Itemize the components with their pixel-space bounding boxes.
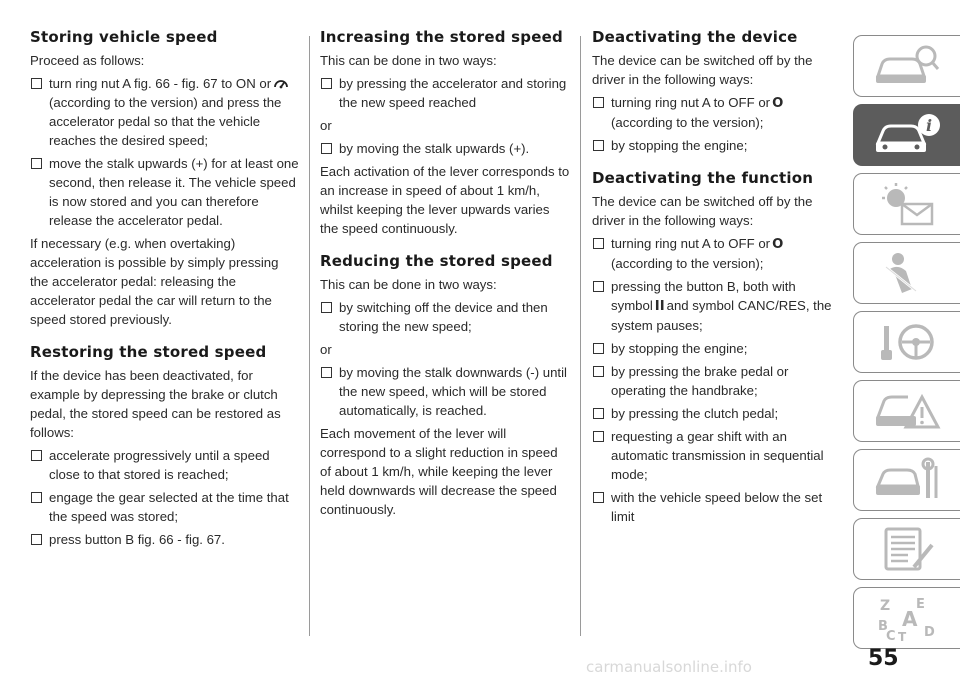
list-item: by stopping the engine;: [592, 339, 832, 358]
list-item: accelerate progressively until a speed close to that stored is reached;: [30, 446, 300, 484]
deactivate-device-list: [592, 93, 832, 155]
column-divider: [309, 36, 310, 636]
page-number: 55: [868, 646, 899, 671]
index-icon: [872, 594, 942, 642]
paragraph-or: or: [320, 118, 332, 133]
list-item: requesting a gear shift with an automatic transmission in sequential mode;: [592, 427, 832, 484]
list-item: by moving the stalk upwards (+).: [320, 139, 570, 158]
svg-text:i: i: [925, 116, 933, 135]
paragraph-each-movement: Each movement of the lever will correspond to a slight reduction in speed of about 1 km/h, while keeping the lever held downwards will decrease the speed continuously.: [320, 426, 558, 517]
list-item: with the vehicle speed below the set limit: [592, 488, 832, 526]
storing-steps-list: [30, 74, 300, 230]
car-info-icon: [872, 111, 942, 159]
tab-knowing-your-car[interactable]: [853, 35, 960, 97]
restoring-steps-list: [30, 446, 300, 549]
increasing-list-1: [320, 74, 570, 112]
heading-restoring-stored-speed: Restoring the stored speed: [30, 343, 267, 361]
paragraph-overtaking: If necessary (e.g. when overtaking) acceleration is possible by simply pressing the accelerator pedal: releasing the accelerator pedal the car will return to the speed stored previously.: [30, 236, 279, 327]
heading-increasing-stored-speed: Increasing the stored speed: [320, 28, 563, 46]
off-symbol: O: [772, 96, 784, 111]
speedometer-icon: [273, 77, 289, 89]
list-item: [592, 93, 832, 132]
emergency-icon: [872, 387, 942, 435]
car-knowledge-icon: [872, 42, 942, 90]
list-item: engage the gear selected at the time that the speed was stored;: [30, 488, 300, 526]
deactivate-function-list: [592, 234, 832, 526]
list-item: by pressing the clutch pedal;: [592, 404, 832, 423]
heading-storing-vehicle-speed: Storing vehicle speed: [30, 28, 218, 46]
index-letter: E: [916, 597, 925, 612]
column-3: [592, 30, 832, 530]
index-letter: T: [898, 630, 907, 642]
paragraph-device: The device can be switched off by the driver in the following ways:: [592, 53, 813, 87]
index-letter: A: [902, 607, 918, 631]
list-item: press button B fig. 66 - fig. 67.: [30, 530, 300, 549]
heading-reducing-stored-speed: Reducing the stored speed: [320, 252, 553, 270]
heading-deactivating-function: Deactivating the function: [592, 169, 814, 187]
pause-symbol: II: [654, 299, 665, 314]
paragraph-each-activation: Each activation of the lever corresponds to an increase in speed of about 1 km/h, whilst keeping the lever upwards varies the speed continuously.: [320, 164, 570, 236]
list-item-text: and symbol CANC/RES, the system pauses;: [611, 298, 832, 333]
column-1: [30, 30, 300, 553]
list-item-text: (according to the version);: [611, 256, 764, 271]
chapter-tabs: [853, 35, 960, 656]
paragraph-function: The device can be switched off by the driver in the following ways:: [592, 194, 813, 228]
list-item-text: turning ring nut A to OFF or: [611, 236, 771, 251]
paragraph-proceed: Proceed as follows:: [30, 53, 145, 68]
list-item: by moving the stalk downwards (-) until the new speed, which will be stored automatically, is reached.: [320, 363, 570, 420]
tab-warning-lights[interactable]: [853, 173, 960, 235]
list-item: [592, 277, 832, 335]
index-letter: Z: [880, 598, 891, 614]
column-divider: [580, 36, 581, 636]
paragraph-restoring: If the device has been deactivated, for example by depressing the brake or clutch pedal, the stored speed can be restored as follows:: [30, 368, 281, 440]
list-item: by stopping the engine;: [592, 136, 832, 155]
column-2: [320, 30, 570, 523]
paragraph-two-ways: This can be done in two ways:: [320, 277, 497, 292]
tab-technical-data[interactable]: [853, 518, 960, 580]
watermark: carmanualsonline.info: [586, 658, 752, 676]
increasing-list-2: [320, 139, 570, 158]
reducing-list-2: [320, 363, 570, 420]
tab-emergency[interactable]: [853, 380, 960, 442]
list-item: by pressing the brake pedal or operating the handbrake;: [592, 362, 832, 400]
paragraph-or: or: [320, 342, 332, 357]
list-item-text: pressing the button B, both with symbol: [611, 279, 796, 313]
list-item-text: turning ring nut A to OFF or: [611, 95, 771, 110]
technical-data-icon: [872, 525, 942, 573]
list-item-text: (according to the version) and press the accelerator pedal so that the vehicle reaches the desired speed;: [49, 95, 282, 148]
reducing-list-1: [320, 298, 570, 336]
list-item-text: (according to the version);: [611, 115, 764, 130]
index-letter: B: [878, 619, 888, 634]
tab-safety[interactable]: [853, 242, 960, 304]
tab-starting-driving[interactable]: [853, 311, 960, 373]
list-item: move the stalk upwards (+) for at least one second, then release it. The vehicle speed is now stored and you can therefore release the accelerator pedal.: [30, 154, 300, 230]
list-item: [592, 234, 832, 273]
list-item: [30, 74, 300, 150]
tab-maintenance[interactable]: [853, 449, 960, 511]
index-letter: C: [886, 629, 896, 642]
safety-airbag-icon: [872, 249, 942, 297]
off-symbol: O: [772, 237, 784, 252]
list-item-text: turn ring nut A fig. 66 - fig. 67 to ON or: [49, 76, 272, 91]
list-item: by switching off the device and then storing the new speed;: [320, 298, 570, 336]
warning-lights-icon: [872, 180, 942, 228]
maintenance-icon: [872, 456, 942, 504]
index-letter: D: [924, 625, 935, 640]
list-item: by pressing the accelerator and storing the new speed reached: [320, 74, 570, 112]
tab-car-information[interactable]: [853, 104, 960, 166]
heading-deactivating-device: Deactivating the device: [592, 28, 798, 46]
starting-driving-icon: [872, 318, 942, 366]
paragraph-two-ways: This can be done in two ways:: [320, 53, 497, 68]
tab-index[interactable]: [853, 587, 960, 649]
